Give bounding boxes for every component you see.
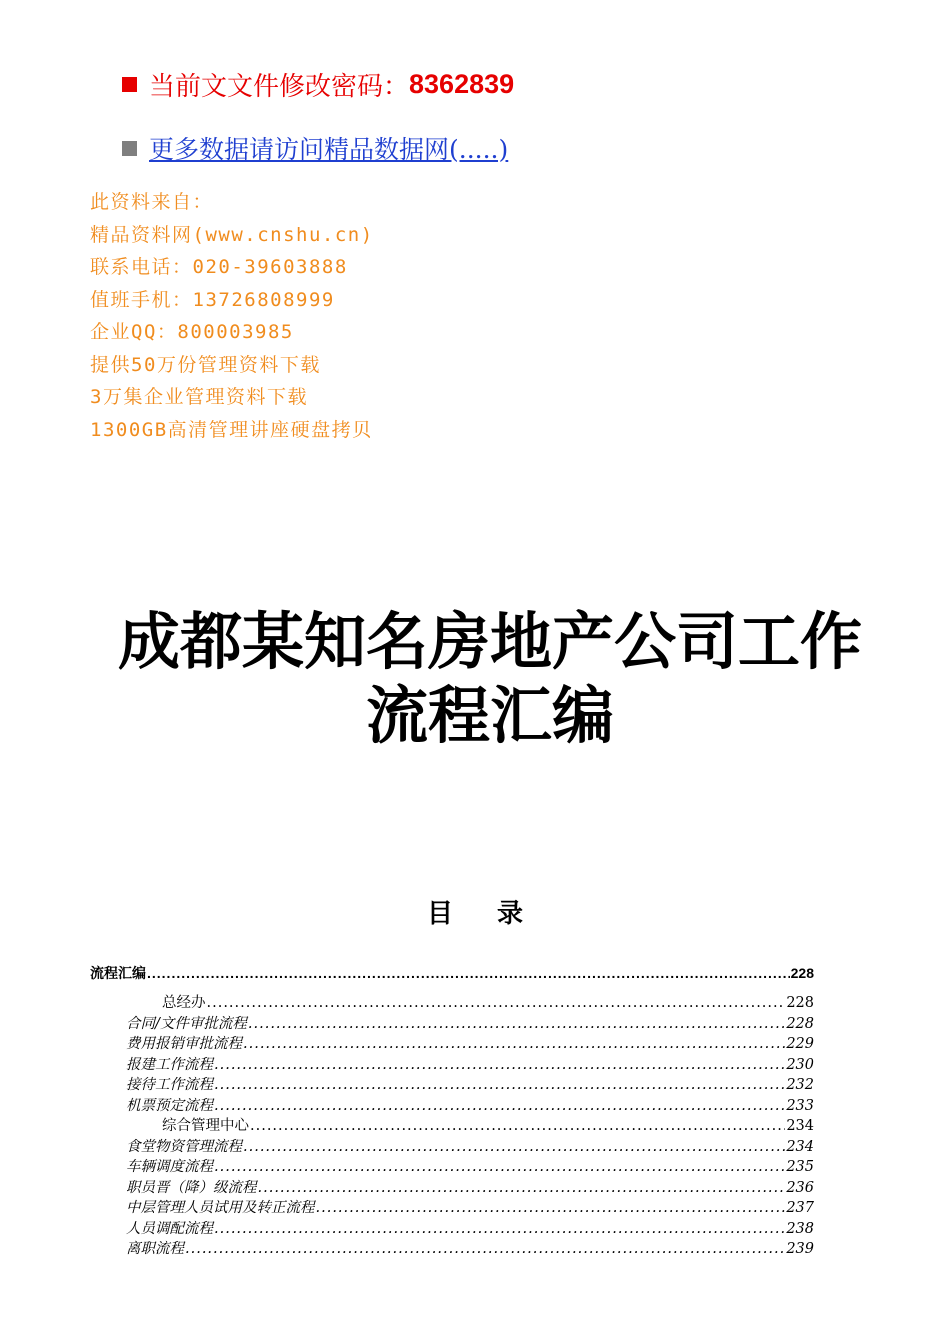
toc-entry-label: 接待工作流程 xyxy=(126,1077,213,1093)
toc-entry-label: 综合管理中心 xyxy=(162,1118,249,1134)
toc-entry-page: 234 xyxy=(786,1118,814,1134)
more-data-link[interactable]: 更多数据请访问精品数据网(.....) xyxy=(149,135,509,164)
toc-entry-label: 中层管理人员试用及转正流程 xyxy=(126,1200,315,1216)
promo-line: 提供50万份管理资料下载 xyxy=(90,353,321,376)
toc-entry[interactable] xyxy=(90,1178,814,1199)
toc-leader-dots xyxy=(214,1075,785,1096)
document-title xyxy=(0,605,950,753)
toc-entry-page: 235 xyxy=(786,1159,814,1175)
toc-entry-label: 流程汇编 xyxy=(90,965,146,981)
source-info-block xyxy=(90,186,374,446)
toc-entry-page: 238 xyxy=(786,1220,814,1237)
toc-leader-dots xyxy=(248,1014,785,1035)
toc-entry[interactable] xyxy=(90,963,814,987)
toc-entry[interactable] xyxy=(90,1198,814,1219)
toc-leader-dots xyxy=(214,1219,785,1240)
toc-entry-page: 234 xyxy=(786,1138,814,1155)
toc-leader-dots xyxy=(243,1137,785,1158)
toc-leader-dots xyxy=(250,1116,785,1137)
toc-leader-dots xyxy=(185,1239,785,1260)
password-notice xyxy=(122,66,514,103)
toc-entry-page: 230 xyxy=(786,1056,814,1073)
toc-entry[interactable] xyxy=(90,1137,814,1158)
promo-line: 此资料来自： xyxy=(90,191,214,213)
toc-entry-page: 228 xyxy=(790,965,814,981)
toc-entry-page: 236 xyxy=(786,1179,814,1196)
promo-line: 精品资料网(www.cnshu.cn) xyxy=(90,223,374,246)
toc-entry-page: 237 xyxy=(786,1200,814,1216)
toc-heading-char-1: 目 xyxy=(426,899,453,929)
toc-heading xyxy=(0,893,950,930)
red-square-bullet-icon xyxy=(122,77,137,92)
toc-entry-page: 229 xyxy=(786,1036,814,1052)
password-value: 8362839 xyxy=(409,69,515,99)
promo-line: 联系电话：020-39603888 xyxy=(90,256,348,278)
toc-leader-dots xyxy=(147,963,790,984)
toc-leader-dots xyxy=(316,1198,786,1219)
toc-entry-page: 228 xyxy=(786,1015,814,1032)
toc-entry-page: 233 xyxy=(786,1097,814,1114)
toc-entry[interactable] xyxy=(90,1075,814,1096)
toc-entry[interactable] xyxy=(90,1219,814,1240)
document-title-line-1: 成都某知名房地产公司工作 xyxy=(117,605,862,678)
gray-square-bullet-icon xyxy=(122,141,137,156)
promo-line: 1300GB高清管理讲座硬盘拷贝 xyxy=(90,418,373,441)
toc-entry-label: 职员晋（降）级流程 xyxy=(126,1179,257,1196)
toc-entry[interactable] xyxy=(90,1157,814,1178)
toc-entry-page: 228 xyxy=(786,995,814,1011)
toc-entry-label: 报建工作流程 xyxy=(126,1056,213,1073)
toc-entry-label: 离职流程 xyxy=(126,1241,184,1257)
toc-entry[interactable] xyxy=(90,1014,814,1035)
table-of-contents xyxy=(90,963,814,1260)
toc-entry-page: 232 xyxy=(786,1077,814,1093)
toc-leader-dots xyxy=(243,1034,785,1055)
toc-entry[interactable] xyxy=(90,1055,814,1076)
promo-line: 3万集企业管理资料下载 xyxy=(90,386,308,408)
toc-entry[interactable] xyxy=(90,1034,814,1055)
promo-line: 值班手机：13726808999 xyxy=(90,288,335,311)
toc-leader-dots xyxy=(207,993,786,1014)
toc-entry-label: 费用报销审批流程 xyxy=(126,1036,242,1052)
toc-entry[interactable] xyxy=(90,1116,814,1137)
toc-leader-dots xyxy=(214,1157,785,1178)
toc-entry-label: 人员调配流程 xyxy=(126,1220,213,1237)
promo-line: 企业QQ：800003985 xyxy=(90,321,294,343)
toc-entry-label: 食堂物资管理流程 xyxy=(126,1138,242,1155)
toc-entry-page: 239 xyxy=(786,1241,814,1257)
toc-heading-char-2: 录 xyxy=(497,899,524,929)
toc-entry[interactable] xyxy=(90,1096,814,1117)
toc-leader-dots xyxy=(214,1096,785,1117)
more-data-notice xyxy=(122,130,508,166)
password-label: 当前文文件修改密码： xyxy=(149,72,410,102)
toc-entry[interactable] xyxy=(90,993,814,1014)
toc-leader-dots xyxy=(258,1178,786,1199)
document-title-line-2: 流程汇编 xyxy=(365,679,614,752)
toc-leader-dots xyxy=(214,1055,785,1076)
toc-entry-label: 机票预定流程 xyxy=(126,1097,213,1114)
toc-entry-label: 车辆调度流程 xyxy=(126,1159,213,1175)
toc-entry[interactable] xyxy=(90,1239,814,1260)
toc-entry-label: 总经办 xyxy=(162,995,206,1011)
toc-entry-label: 合同/文件审批流程 xyxy=(126,1015,247,1032)
